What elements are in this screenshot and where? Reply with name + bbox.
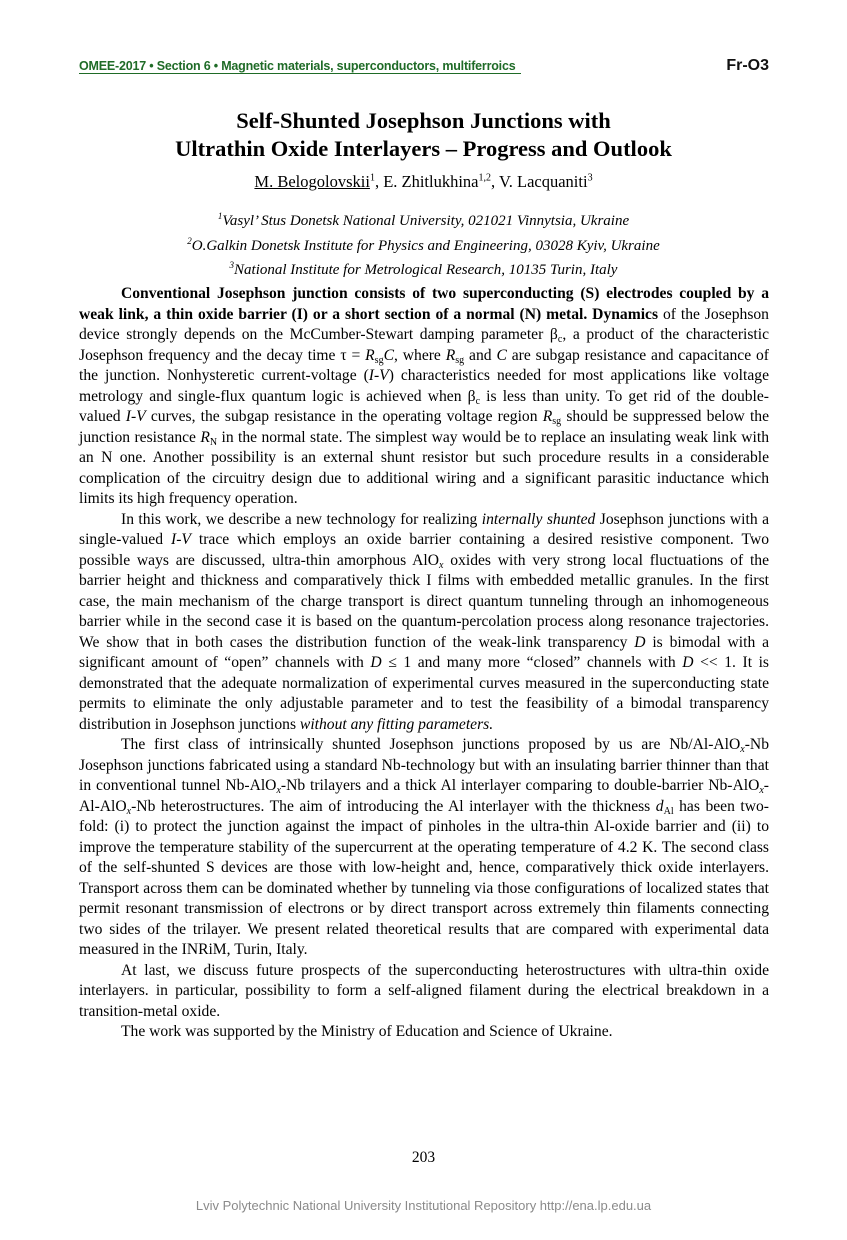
paragraph-1: Conventional Josephson junction consists of two superconducting (S) electrodes coupled by a weak link, a thin oxide barrier (I) or a short section of a normal (N) metal. Dynamics of the Josephson device strongly depends on the McCumber-Stewart damping parameter $\beta_c$, a product of the characteristic Josephson frequency and the decay time $\tau = R_{sg}C$, where $R_{sg}$ and C are subgap resistance and capacitance of the junction. Nonhysteretic current-voltage (I-V) characteristics needed for most applications like voltage metrology and single-flux quantum logic is achieved when $\beta_c$ is less than unity. To get rid of the double-valued I-V curves, the subgap resistance in the operating voltage region $R_{sg}$ should be suppressed below the junction resistance $R_N$ in the normal state. The simplest way would be to replace an insulating weak link with an N one. Another possibility is an external shunt resistor but such procedure results in a considerable complication of the circuitry design due to additional wiring and a significant parasitic inductance which limits its high frequency operation. <box>79 285 770 507</box>
affiliation: $^2$O.Galkin Donetsk Institute for Physics and Engineering, 03028 Kyiv, Ukraine <box>187 235 660 254</box>
page-number: 203 <box>411 1149 436 1166</box>
affiliation: $^1$Vasyl’ Stus Donetsk National University, 021021 Vinnytsia, Ukraine <box>217 211 630 229</box>
title-line-1: Self-Shunted Josephson Junctions with <box>236 108 611 133</box>
affiliation-list <box>0 207 847 281</box>
paper-code: Fr-O3 <box>726 57 769 74</box>
paper-title <box>0 107 847 163</box>
author-list: M. Belogolovskii$^1$, E. Zhitlukhina$^{1,2}$, V. Lacquaniti$^3$ <box>254 172 593 191</box>
author-affil-sup: 3 <box>587 172 593 184</box>
paragraph-2: In this work, we describe a new technology for realizing internally shunted Josephson junctions with a single-valued I-V trace which employs an oxide barrier containing a desired resistive component. Two possible ways are discussed, ultra-thin amorphous AlO$_x$ oxides with very strong local fluctuations of the barrier height and thickness and comparatively thick I films with embedded metallic granules. In the first case, the main mechanism of the charge transport is direct quantum tunneling through an inhomogeneous barrier while in the second case it is based on the quantum-percolation process along resonance trajectories. We show that in both cases the distribution function of the weak-link transparency D is bimodal with a significant amount of “open” channels with D ≤ 1 and many more “closed” channels with D << 1. It is demonstrated that the adequate normalization of experimental curves measured in the superconducting state permits to eliminate the only adjustable parameter and to test the feasibility of a bimodal transparency distribution in Josephson junctions without any fitting parameters. <box>79 510 770 733</box>
author-affil-sup: 1 <box>369 172 375 184</box>
title-line-2: Ultrathin Oxide Interlayers – Progress and Outlook <box>175 136 672 161</box>
author-affil-sup: 1,2 <box>478 172 492 184</box>
author-name: E. Zhitlukhina <box>383 172 479 191</box>
author-name: M. Belogolovskii <box>254 172 370 191</box>
running-header <box>79 57 769 79</box>
paragraph-3: The first class of intrinsically shunted Josephson junctions proposed by us are Nb/Al-AlO$_x$-Nb Josephson junctions fabricated using a standard Nb-technology but with an insulating barrier thinner than that in conventional tunnel Nb-AlO$_x$-Nb trilayers and a thick Al interlayer comparing to double-barrier Nb-AlO$_x$-Al-AlO$_x$-Nb heterostructures. The aim of introducing the Al interlayer with the thickness $d_{Al}$ has been two-fold: (i) to protect the junction against the impact of pinholes in the ultra-thin Al-oxide barrier and (ii) to improve the temperature stability of the supercurrent at the operating temperature of 4.2 K. The second class of the self-shunted S devices are those with low-height and, hence, comparatively thick oxide interlayers. Transport across them can be dominated whether by tunneling via those configurations of localized states that permit resonant transmission of electrons or by direct transport across extremely thin filaments connecting two sides of the trilayer. We present related theoretical results that are compared with experimental data measured in the INRiM, Turin, Italy. <box>79 736 769 958</box>
conference-section-label: OMEE-2017 • Section 6 • Magnetic materials, superconductors, multiferroics <box>79 59 521 74</box>
paragraph-4: At last, we discuss future prospects of the superconducting heterostructures with ultra-thin oxide interlayers. in particular, possibility to form a self-aligned filament during the electrical breakdown in a transition-metal oxide. <box>79 961 769 1020</box>
paragraph-5: The work was supported by the Ministry of Education and Science of Ukraine. <box>121 1023 613 1040</box>
affiliation: $^3$National Institute for Metrological Research, 10135 Turin, Italy <box>229 260 618 278</box>
author-name: V. Lacquaniti <box>498 172 588 191</box>
abstract-body <box>79 284 769 1043</box>
repository-footer: Lviv Polytechnic National University Institutional Repository http://ena.lp.edu.ua <box>195 1198 652 1213</box>
